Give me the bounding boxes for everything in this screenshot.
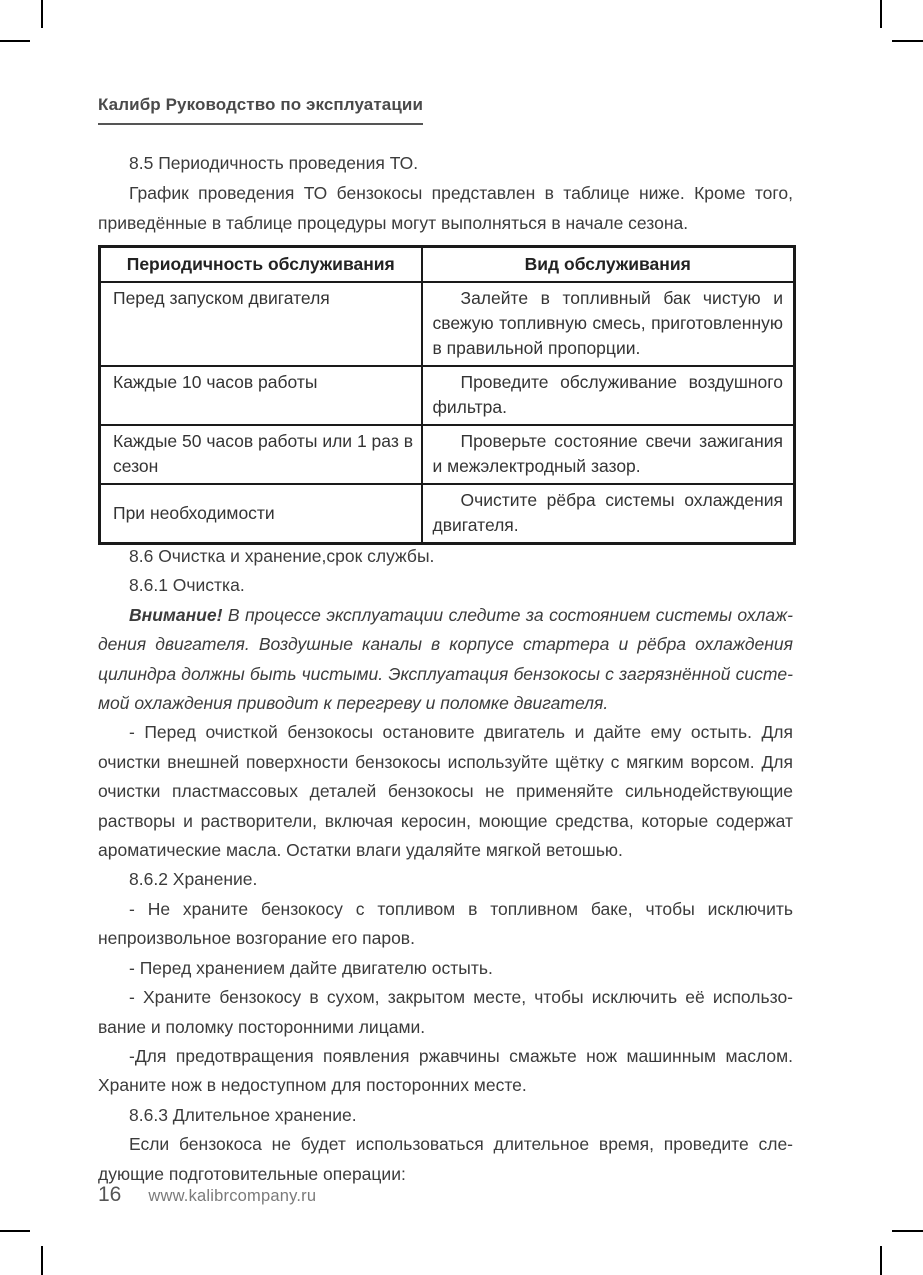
website-url: www.kalibrcompany.ru (148, 1187, 317, 1205)
table-row (100, 282, 795, 366)
body-paragraph: - Перед хранением дайте двигателю остыть. (129, 957, 493, 978)
intro-paragraph: График проведения ТО бензокосы представлен в таблице ниже. Кроме того, приведённые в таблице процедуры могут выполняться в начале сезона. (98, 183, 793, 233)
period-cell: Перед запуском двигателя (100, 282, 422, 366)
section-heading-8-6-2: 8.6.2 Хранение. (129, 869, 258, 890)
service-cell: Очистите рёбра системы охлаждения двигателя. (422, 484, 795, 544)
body-paragraph: - Храните бензокосу в сухом, закрытом месте, чтобы исключить её использование и поломку посторонними лицами. (98, 987, 793, 1037)
page-number: 16 (98, 1183, 122, 1206)
crop-mark-bottom-left-horizontal (0, 1230, 30, 1232)
period-cell: При необходимости (100, 484, 422, 544)
section-heading-8-6-1: 8.6.1 Очистка. (129, 575, 245, 596)
service-cell: Проверьте состояние свечи зажигания и межэлектродный зазор. (422, 425, 795, 484)
intro-section (98, 148, 793, 238)
crop-mark-top-left-vertical (41, 0, 43, 28)
period-cell: Каждые 10 часов работы (100, 366, 422, 425)
warning-paragraph (98, 601, 793, 719)
table-row (100, 366, 795, 425)
crop-mark-bottom-left-vertical (41, 1246, 43, 1275)
table-header-row (100, 247, 795, 283)
crop-mark-bottom-right-horizontal (892, 1230, 923, 1232)
crop-mark-top-right-vertical (880, 0, 882, 28)
service-cell: Проведите обслуживание воздушного фильтра. (422, 366, 795, 425)
page-footer (98, 1183, 316, 1207)
body-section (98, 542, 793, 1189)
maintenance-table (98, 245, 796, 545)
crop-mark-top-right-horizontal (892, 40, 923, 42)
service-cell: Залейте в топливный бак чистую и свежую топливную смесь, приготовленную в правильной пропорции. (422, 282, 795, 366)
period-cell: Каждые 50 часов работы или 1 раз в сезон (100, 425, 422, 484)
table-row (100, 425, 795, 484)
body-paragraph: Если бензокоса не будет использоваться длительное время, проведите следующие подготовительные операции: (98, 1134, 793, 1184)
table-header-service: Вид обслуживания (422, 247, 795, 283)
crop-mark-bottom-right-vertical (880, 1246, 882, 1275)
section-heading-8-6-3: 8.6.3 Длительное хранение. (129, 1104, 357, 1125)
header-title: Калибр Руководство по эксплуатации (98, 95, 423, 125)
body-paragraph: - Не храните бензокосу с топливом в топливном баке, чтобы исключить непроизвольное возгорание его паров. (98, 898, 793, 949)
warning-text: В процессе эксплуатации следите за состоянием системы охлаждения двигателя. Воздушные каналы в корпусе стартера и рёбра охлаждения цилиндра должны быть чистыми. Эксплуатация бензокосы с загрязнённой системой охлаждения приводит к перегреву и поломке двигателя. (98, 604, 793, 714)
body-paragraph: - Перед очисткой бензокосы остановите двигатель и дайте ему остыть. Для очистки внешней поверхности бензокосы используйте щётку с мягким ворсом. Для очистки пластмассовых деталей бензокосы не применяйте сильнодействующие растворы и растворители, включая керосин, моющие средства, которые содержат ароматические масла. Остатки влаги удаляйте мягкой ветошью. (98, 722, 793, 861)
table-row (100, 484, 795, 544)
warning-lead: Внимание! (129, 604, 223, 625)
crop-mark-top-left-horizontal (0, 40, 30, 42)
maintenance-table-wrap (98, 245, 793, 545)
table-header-period: Периодичность обслуживания (100, 247, 422, 283)
section-heading-8-5: 8.5 Периодичность проведения ТО. (129, 153, 419, 173)
body-paragraph: -Для предотвращения появления ржавчины смажьте нож машинным маслом. Храните нож в недоступном для посторонних месте. (98, 1045, 793, 1096)
section-heading-8-6: 8.6 Очистка и хранение,срок службы. (129, 546, 435, 566)
page-header (98, 95, 423, 125)
